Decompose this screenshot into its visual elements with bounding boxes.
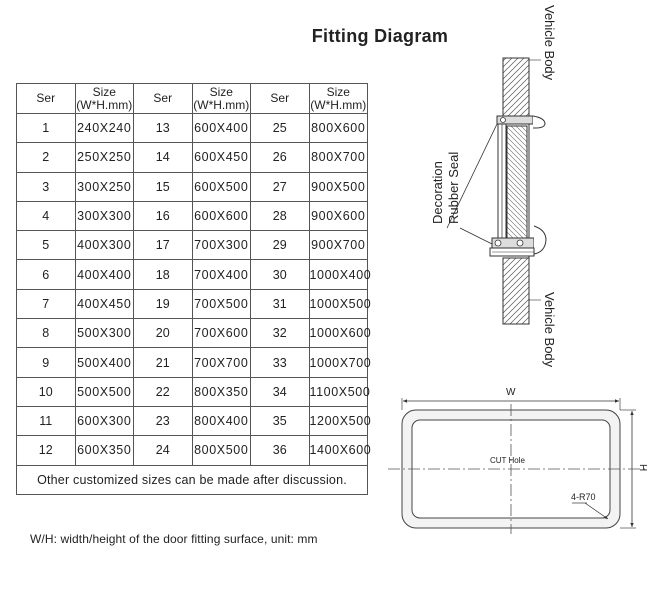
size-cell: 500X400 [75,348,134,377]
size-cell: 1100X500 [309,377,368,406]
section-drawing [430,5,557,368]
size-cell: 240X240 [75,114,134,143]
ser-cell: 15 [134,172,193,201]
size-cell: 600X300 [75,406,134,435]
ser-cell: 32 [251,319,310,348]
ser-cell: 29 [251,231,310,260]
size-cell: 1000X600 [309,319,368,348]
size-cell: 1000X700 [309,348,368,377]
footnote: W/H: width/height of the door fitting surface, unit: mm [30,532,318,546]
ser-cell: 4 [17,201,76,230]
size-cell: 300X300 [75,201,134,230]
ser-cell: 31 [251,289,310,318]
ser-cell: 18 [134,260,193,289]
ser-cell: 24 [134,436,193,465]
radius-label: 4-R70 [571,492,596,502]
size-cell: 600X450 [192,143,251,172]
diagram-title: Fitting Diagram [311,26,449,46]
ser-cell: 28 [251,201,310,230]
ser-cell: 7 [17,289,76,318]
ser-cell: 16 [134,201,193,230]
size-cell: 1200X500 [309,406,368,435]
vehicle-wall-lower [503,258,529,324]
ser-cell: 23 [134,406,193,435]
size-cell: 600X400 [192,114,251,143]
custom-size-note: Other customized sizes can be made after discussion. [17,465,368,494]
ser-cell: 2 [17,143,76,172]
size-cell: 400X450 [75,289,134,318]
size-cell: 700X500 [192,289,251,318]
ser-header: Ser [17,84,76,114]
size-cell: 600X500 [192,172,251,201]
ser-cell: 30 [251,260,310,289]
vehicle-wall-upper [503,58,529,122]
cut-hole-drawing [388,387,648,534]
ser-cell: 19 [134,289,193,318]
size-cell: 1000X400 [309,260,368,289]
vehicle-body-label-bottom: Vehicle Body [542,292,557,368]
ser-cell: 10 [17,377,76,406]
seal-leader [460,228,492,244]
ser-cell: 36 [251,436,310,465]
glazing-panel [507,126,527,238]
ser-cell: 33 [251,348,310,377]
size-cell: 500X300 [75,319,134,348]
size-cell: 700X400 [192,260,251,289]
size-cell: 400X300 [75,231,134,260]
ser-cell: 1 [17,114,76,143]
ser-cell: 9 [17,348,76,377]
ser-cell: 20 [134,319,193,348]
size-cell: 900X500 [309,172,368,201]
size-header-line1: Size [92,84,116,99]
size-cell: 1400X600 [309,436,368,465]
ser-cell: 5 [17,231,76,260]
size-header-line2: (W*H.mm) [310,97,367,112]
ser-cell: 12 [17,436,76,465]
size-cell: 800X350 [192,377,251,406]
size-cell: 600X600 [192,201,251,230]
size-cell: 600X350 [75,436,134,465]
size-cell: 800X700 [309,143,368,172]
size-cell: 400X400 [75,260,134,289]
size-header-line1: Size [209,84,233,99]
ser-cell: 8 [17,319,76,348]
width-label: W [506,387,516,398]
ser-cell: 26 [251,143,310,172]
cut-hole-label: CUT Hole [490,456,525,465]
decoration-label: Decoration [430,161,445,224]
ser-cell: 3 [17,172,76,201]
ser-cell: 13 [134,114,193,143]
ser-cell: 34 [251,377,310,406]
size-cell: 800X600 [309,114,368,143]
rubber-seal-label: Rubber Seal [446,151,461,224]
size-cell: 700X700 [192,348,251,377]
size-header-line2: (W*H.mm) [193,97,250,112]
size-cell: 700X300 [192,231,251,260]
size-cell: 250X250 [75,143,134,172]
vehicle-body-label-top: Vehicle Body [542,5,557,81]
size-cell: 300X250 [75,172,134,201]
ser-cell: 35 [251,406,310,435]
ser-cell: 14 [134,143,193,172]
size-cell: 900X700 [309,231,368,260]
ser-cell: 22 [134,377,193,406]
ser-cell: 11 [17,406,76,435]
size-cell: 900X600 [309,201,368,230]
ser-cell: 25 [251,114,310,143]
ser-cell: 27 [251,172,310,201]
ser-header: Ser [134,84,193,114]
ser-cell: 6 [17,260,76,289]
size-cell: 1000X500 [309,289,368,318]
ser-header: Ser [251,84,310,114]
size-cell: 500X500 [75,377,134,406]
size-header-line1: Size [326,84,350,99]
size-cell: 700X600 [192,319,251,348]
size-cell: 800X400 [192,406,251,435]
size-cell: 800X500 [192,436,251,465]
size-header-line2: (W*H.mm) [76,97,133,112]
ser-cell: 17 [134,231,193,260]
ser-cell: 21 [134,348,193,377]
height-label: H [637,464,648,472]
